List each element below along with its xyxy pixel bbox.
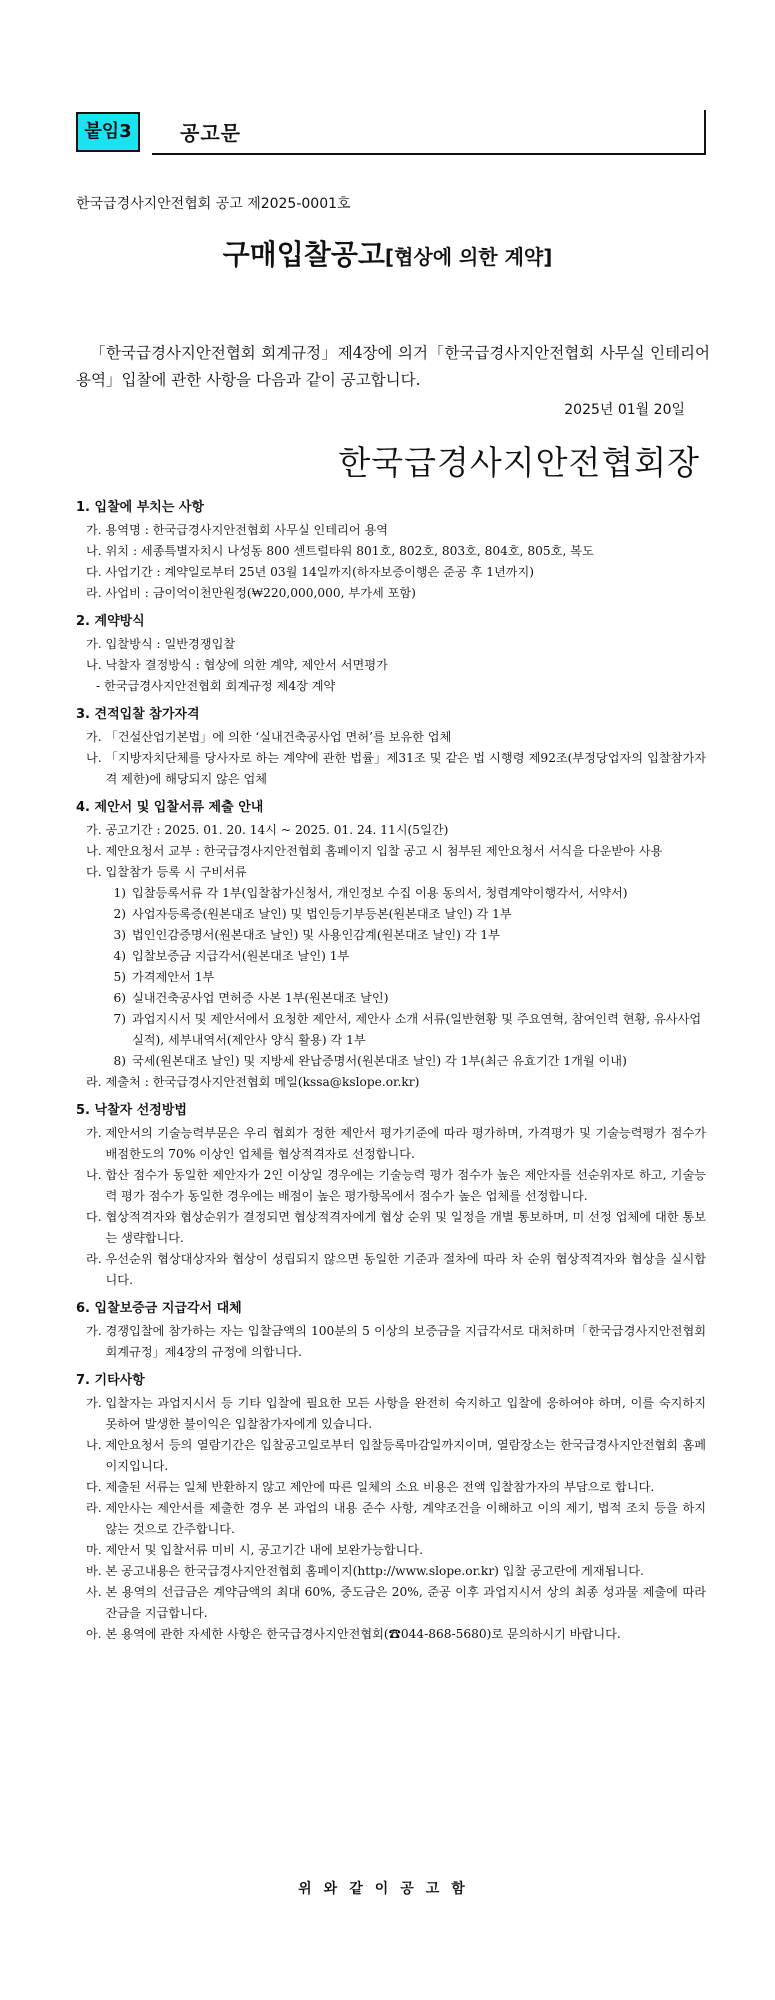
document-item: 6) 실내건축공사업 면허증 사본 1부(원본대조 날인) [113, 991, 389, 1005]
list-item: 라. 제출처 : 한국급경사지안전협회 메일(kssa@kslope.or.kr) [86, 1075, 420, 1089]
section-title: 1. 입찰에 부치는 사항 [76, 500, 205, 515]
list-item: 가. 입찰자는 과업지시서 등 기타 입찰에 필요한 모든 사항을 완전히 숙지하고 입찰에 응하여야 하며, 이를 숙지하지 못하여 발생한 불이익은 입찰참가자에게 있습니다. [86, 1396, 706, 1431]
list-item: 라. 제안사는 제안서를 제출한 경우 본 과업의 내용 준수 사항, 계약조건을 이해하고 이의 제기, 법적 조치 등을 하지 않는 것으로 간주합니다. [86, 1501, 706, 1536]
notice-number: 한국급경사지안전협회 공고 제2025-0001호 [76, 196, 351, 212]
list-item: 가. 용역명 : 한국급경사지안전협회 사무실 인테리어 용역 [86, 523, 389, 537]
list-item: 다. 제출된 서류는 일체 반환하지 않고 제안에 따른 일체의 소요 비용은 전액 입찰참가자의 부담으로 합니다. [86, 1480, 655, 1494]
list-item: 라. 우선순위 협상대상자와 협상이 성립되지 않으면 동일한 기준과 절차에 따라 차 순위 협상적격자와 협상을 실시합니다. [86, 1252, 706, 1287]
document-item: 3) 법인인감증명서(원본대조 날인) 및 사용인감계(원본대조 날인) 각 1부 [113, 928, 500, 942]
header-title: 공고문 [180, 121, 241, 145]
title-main: 구매입찰공고 [222, 238, 385, 271]
list-item: 가. 공고기간 : 2025. 01. 20. 14시 ~ 2025. 01. 24. 11시(5일간) [86, 823, 449, 837]
list-item: 나. 낙찰자 결정방식 : 협상에 의한 계약, 제안서 서면평가 [86, 658, 388, 672]
intro-paragraph: 「한국급경사지안전협회 회계규정」제4장에 의거「한국급경사지안전협회 사무실 인테리어 용역」입찰에 관한 사항을 다음과 같이 공고합니다. [76, 344, 710, 389]
closing-statement: 위와같이공고함 [298, 1881, 477, 1897]
list-item: 다. 사업기간 : 계약일로부터 25년 03월 14일까지(하자보증이행은 준공 후 1년까지) [86, 565, 535, 579]
section-guarantee [76, 1297, 706, 1363]
section-bid-items [76, 496, 706, 604]
list-item: 가. 제안서의 기술능력부문은 우리 협회가 정한 제안서 평가기준에 따라 평가하며, 가격평가 및 기술능력평가 점수가 배점한도의 70% 이상인 업체를 협상적격자로 선정합니다. [86, 1126, 706, 1161]
section-title: 5. 낙찰자 선정방법 [76, 1103, 187, 1118]
list-item: 마. 제안서 및 입찰서류 미비 시, 공고기간 내에 보완가능합니다. [86, 1543, 423, 1557]
document-item: 1) 입찰등록서류 각 1부(입찰참가신청서, 개인정보 수집 이용 동의서, 청렴계약이행각서, 서약서) [113, 886, 628, 900]
list-item: 다. 협상적격자와 협상순위가 결정되면 협상적격자에게 협상 순위 및 일정을 개별 통보하며, 미 선정 업체에 대한 통보는 생략합니다. [86, 1210, 706, 1245]
title-sub: [협상에 의한 계약] [384, 245, 553, 269]
notice-body [76, 490, 706, 1645]
document-item: 5) 가격제안서 1부 [113, 970, 215, 984]
section-title: 6. 입찰보증금 지급각서 대체 [76, 1301, 242, 1316]
document-item: 7) 과업지시서 및 제안서에서 요청한 제안서, 제안사 소개 서류(일반현황 및 주요연혁, 참여인력 현황, 유사사업실적), 세부내역서(제안사 양식 활용) 각 1부 [113, 1012, 702, 1047]
section-selection [76, 1099, 706, 1291]
section-submission [76, 796, 706, 1093]
list-item: 라. 사업비 : 금이억이천만원정(₩220,000,000, 부가세 포함) [86, 586, 416, 600]
header-end-line [704, 110, 706, 155]
document-item: 2) 사업자등록증(원본대조 날인) 및 법인등기부등본(원본대조 날인) 각 1부 [113, 907, 512, 921]
list-item: 나. 제안요청서 등의 열람기간은 입찰공고일로부터 입찰등록마감일까지이며, 열람장소는 한국급경사지안전협회 홈페이지입니다. [86, 1438, 706, 1473]
list-item: 나. 「지방자치단체를 당사자로 하는 계약에 관한 법률」제31조 및 같은 법 시행령 제92조(부정당업자의 입찰참가자격 제한)에 해당되지 않은 업체 [86, 751, 706, 786]
list-item: 아. 본 용역에 관한 자세한 사항은 한국급경사지안전협회(☎044-868-5680)로 문의하시기 바랍니다. [86, 1627, 621, 1641]
document-item: 8) 국세(원본대조 날인) 및 지방세 완납증명서(원본대조 날인) 각 1부(최근 유효기간 1개월 이내) [113, 1054, 627, 1068]
section-contract-method [76, 610, 706, 697]
header-underline [152, 153, 706, 155]
organization-name: 한국급경사지안전협회장 [338, 443, 700, 482]
list-item: 바. 본 공고내용은 한국급경사지안전협회 홈페이지(http://www.slope.or.kr) 입찰 공고란에 게재됩니다. [86, 1564, 644, 1578]
section-title: 3. 견적입찰 참가자격 [76, 707, 200, 722]
attachment-header [76, 110, 706, 155]
attachment-tag: 붙임3 [76, 112, 140, 152]
list-item: 가. 입찰방식 : 일반경쟁입찰 [86, 637, 236, 651]
section-other [76, 1369, 706, 1645]
section-title: 7. 기타사항 [76, 1373, 145, 1388]
list-item: 가. 경쟁입찰에 참가하는 자는 입찰금액의 100분의 5 이상의 보증금을 지급각서로 대처하며「한국급경사지안전협회 회계규정」제4장의 규정에 의합니다. [86, 1324, 706, 1359]
section-title: 2. 계약방식 [76, 614, 145, 629]
list-item: 사. 본 용역의 선급금은 계약금액의 최대 60%, 중도금은 20%, 준공 이후 과업지시서 상의 최종 성과물 제출에 따라 잔금을 지급합니다. [86, 1585, 706, 1620]
document-item: 4) 입찰보증금 지급각서(원본대조 날인) 1부 [113, 949, 350, 963]
list-subitem: - 한국급경사지안전협회 회계규정 제4장 계약 [96, 679, 336, 693]
list-item: 나. 위치 : 세종특별자치시 나성동 800 센트럴타워 801호, 802호, 803호, 804호, 805호, 복도 [86, 544, 594, 558]
list-item: 나. 합산 점수가 동일한 제안자가 2인 이상일 경우에는 기술능력 평가 점수가 높은 제안자를 선순위자로 하고, 기술능력 평가 점수가 동일한 경우에는 배점이 높은 평가항목에서 점수가 높은 업체를 선정합니다. [86, 1168, 706, 1203]
list-item: 가. 「건설산업기본법」에 의한 ‘실내건축공사업 면허’를 보유한 업체 [86, 730, 452, 744]
section-title: 4. 제안서 및 입찰서류 제출 안내 [76, 800, 264, 815]
list-item: 나. 제안요청서 교부 : 한국급경사지안전협회 홈페이지 입찰 공고 시 첨부된 제안요청서 서식을 다운받아 사용 [86, 844, 663, 858]
notice-date: 2025년 01월 20일 [564, 402, 685, 418]
section-qualification [76, 703, 706, 790]
page-title [0, 233, 775, 273]
list-item: 다. 입찰참가 등록 시 구비서류 [86, 865, 247, 879]
